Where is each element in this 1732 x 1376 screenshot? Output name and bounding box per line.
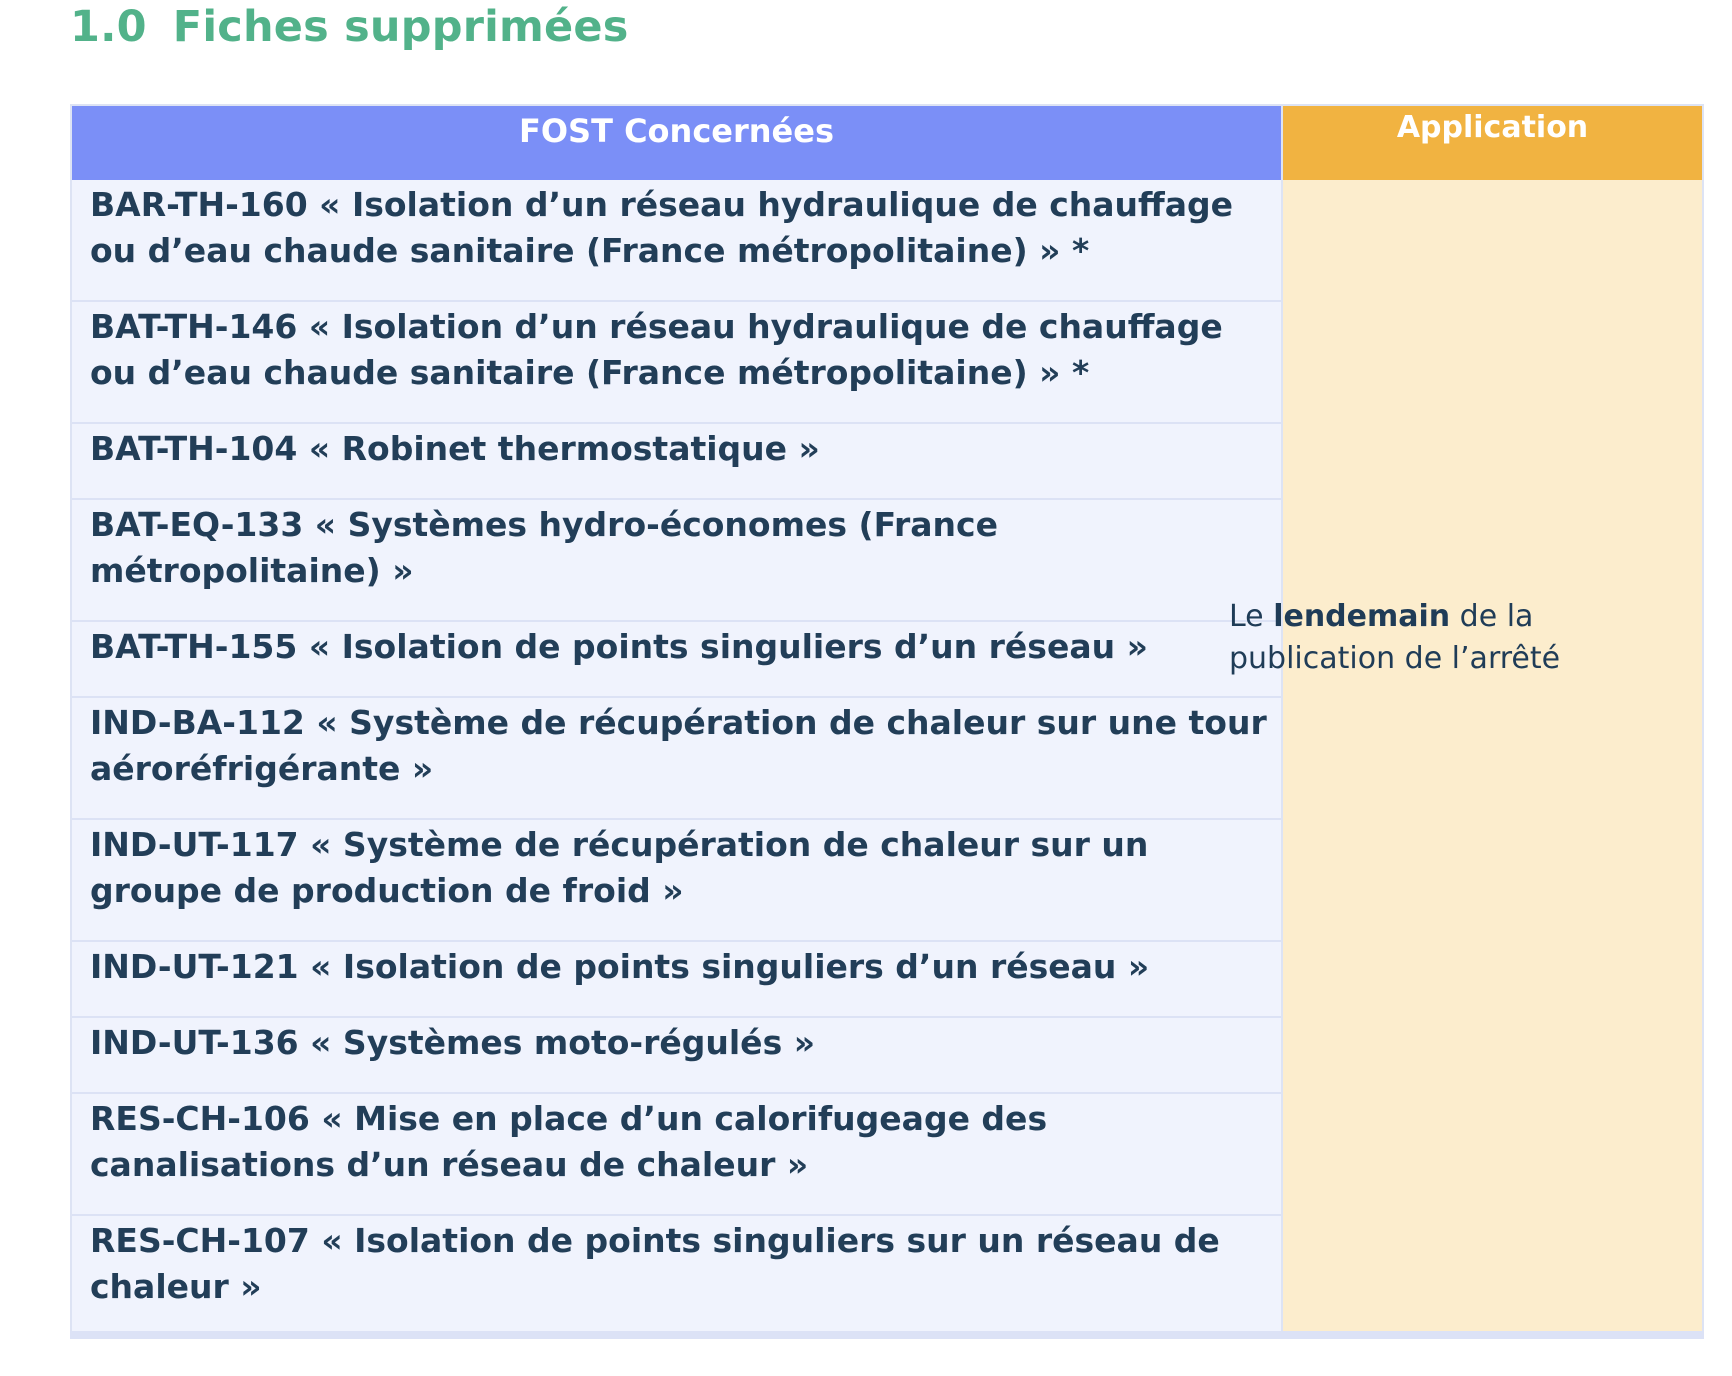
section-title-text: Fiches supprimées: [172, 2, 629, 52]
table-row: [72, 1216, 1281, 1335]
table-row: [72, 942, 1281, 1018]
application-prefix: Le: [1229, 599, 1274, 634]
application-text: [1229, 596, 1624, 680]
table-row: [72, 820, 1281, 942]
application-bold: lendemain: [1273, 599, 1451, 634]
table-row: [72, 698, 1281, 820]
row-text: IND-UT-136 « Systèmes moto-régulés »: [90, 1023, 816, 1062]
row-text: BAT-TH-104 « Robinet thermostatique »: [90, 429, 820, 468]
table-row: [72, 500, 1281, 622]
section-number: 1.0: [70, 2, 147, 52]
row-text: IND-UT-117 « Système de récupération de chaleur sur un groupe de production de froid »: [90, 825, 1149, 910]
row-text: BAT-EQ-133 « Systèmes hydro-économes (France métropolitaine) »: [90, 505, 998, 590]
table-row: [72, 302, 1281, 424]
header-application: Application: [1283, 106, 1702, 180]
row-text: IND-BA-112 « Système de récupération de chaleur sur une tour aéroréfrigérante »: [90, 703, 1267, 788]
row-text: BAT-TH-146 « Isolation d’un réseau hydraulique de chauffage ou d’eau chaude sanitaire (France métropolitaine) » *: [90, 307, 1223, 392]
table-row: [72, 180, 1281, 302]
table-row: [72, 1018, 1281, 1094]
header-fost: FOST Concernées: [72, 106, 1281, 180]
table-row: [72, 622, 1281, 698]
row-text: RES-CH-106 « Mise en place d’un calorifugeage des canalisations d’un réseau de chaleur »: [90, 1099, 1048, 1184]
row-text: BAT-TH-155 « Isolation de points singuliers d’un réseau »: [90, 627, 1148, 666]
table-row: [72, 1094, 1281, 1216]
row-text: IND-UT-121 « Isolation de points singuliers d’un réseau »: [90, 947, 1150, 986]
fost-table: [70, 104, 1704, 1337]
row-text: RES-CH-107 « Isolation de points singuliers sur un réseau de chaleur »: [90, 1221, 1220, 1306]
application-suffix: de la publication de l’arrêté: [1229, 599, 1561, 676]
application-cell: [1283, 180, 1702, 1335]
table-row: [72, 424, 1281, 500]
table-bottom-border: [70, 1331, 1704, 1339]
section-title: [70, 2, 629, 52]
row-text: BAR-TH-160 « Isolation d’un réseau hydraulique de chauffage ou d’eau chaude sanitaire (France métropolitaine) » *: [90, 185, 1234, 270]
